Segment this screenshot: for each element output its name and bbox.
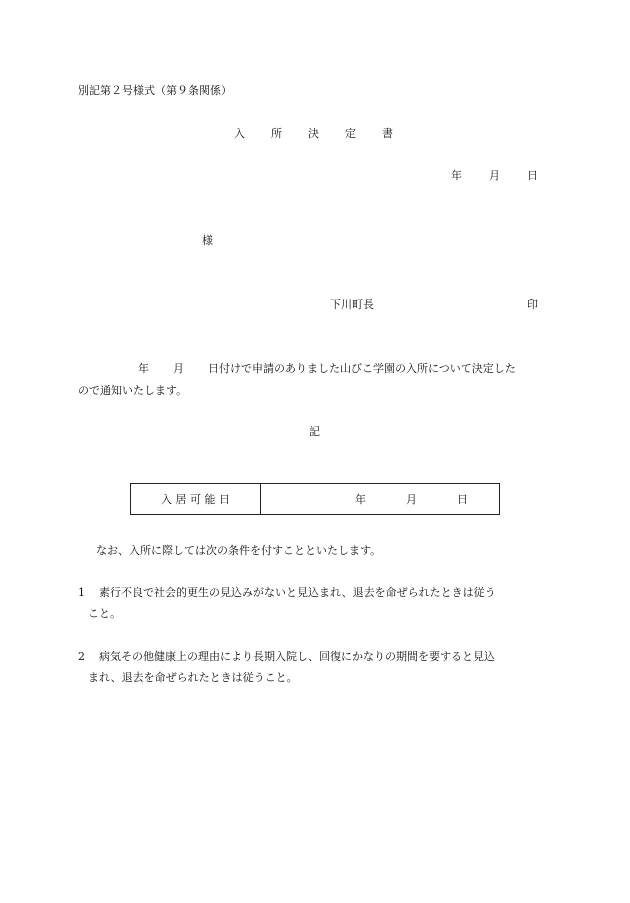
condition-1	[78, 584, 496, 600]
date-month: 月	[489, 169, 500, 182]
condition-number: 2	[78, 650, 85, 663]
body-year: 年	[138, 362, 149, 375]
condition-text: 素行不良で社会的更生の見込みがないと見込まれ、退去を命ぜられたときは従う	[99, 586, 496, 599]
title-char: 定	[345, 127, 356, 140]
body-paragraph-line2: ので通知いたします。	[78, 384, 188, 397]
body-month: 月	[173, 362, 184, 375]
seal-mark: 印	[527, 298, 538, 311]
form-reference: 別記第２号様式（第９条関係）	[78, 84, 232, 97]
title-char: 書	[382, 127, 393, 140]
body-paragraph-line1	[138, 360, 516, 376]
condition-2	[78, 648, 495, 664]
body-text: 日付けで申請のありました山びこ学園の入所について決定した	[208, 362, 516, 375]
issue-date	[451, 167, 538, 183]
admit-year: 年	[355, 493, 366, 506]
admission-date-label: 入 居 可 能 日	[131, 484, 261, 515]
document-title	[234, 125, 393, 141]
condition-1-continuation: こと。	[88, 607, 121, 620]
date-year: 年	[451, 169, 462, 182]
condition-text: 病気その他健康上の理由により長期入院し、回復にかなりの期間を要すると見込	[99, 650, 495, 663]
condition-number: 1	[78, 586, 85, 599]
title-char: 決	[308, 127, 319, 140]
admission-date-value	[261, 484, 500, 515]
addressee-honorific: 様	[202, 234, 213, 247]
table-row	[131, 484, 500, 515]
title-char: 所	[271, 127, 282, 140]
condition-2-continuation: まれ、退去を命ぜられたときは従うこと。	[88, 671, 298, 684]
admit-month: 月	[406, 493, 417, 506]
admit-day: 日	[457, 493, 468, 506]
admission-date-table	[130, 483, 500, 515]
title-char: 入	[234, 127, 245, 140]
date-day: 日	[527, 169, 538, 182]
ki-heading: 記	[309, 425, 320, 438]
issuer-name: 下川町長	[330, 298, 374, 311]
conditions-note: なお、入所に際しては次の条件を付すことといたします。	[96, 544, 382, 557]
